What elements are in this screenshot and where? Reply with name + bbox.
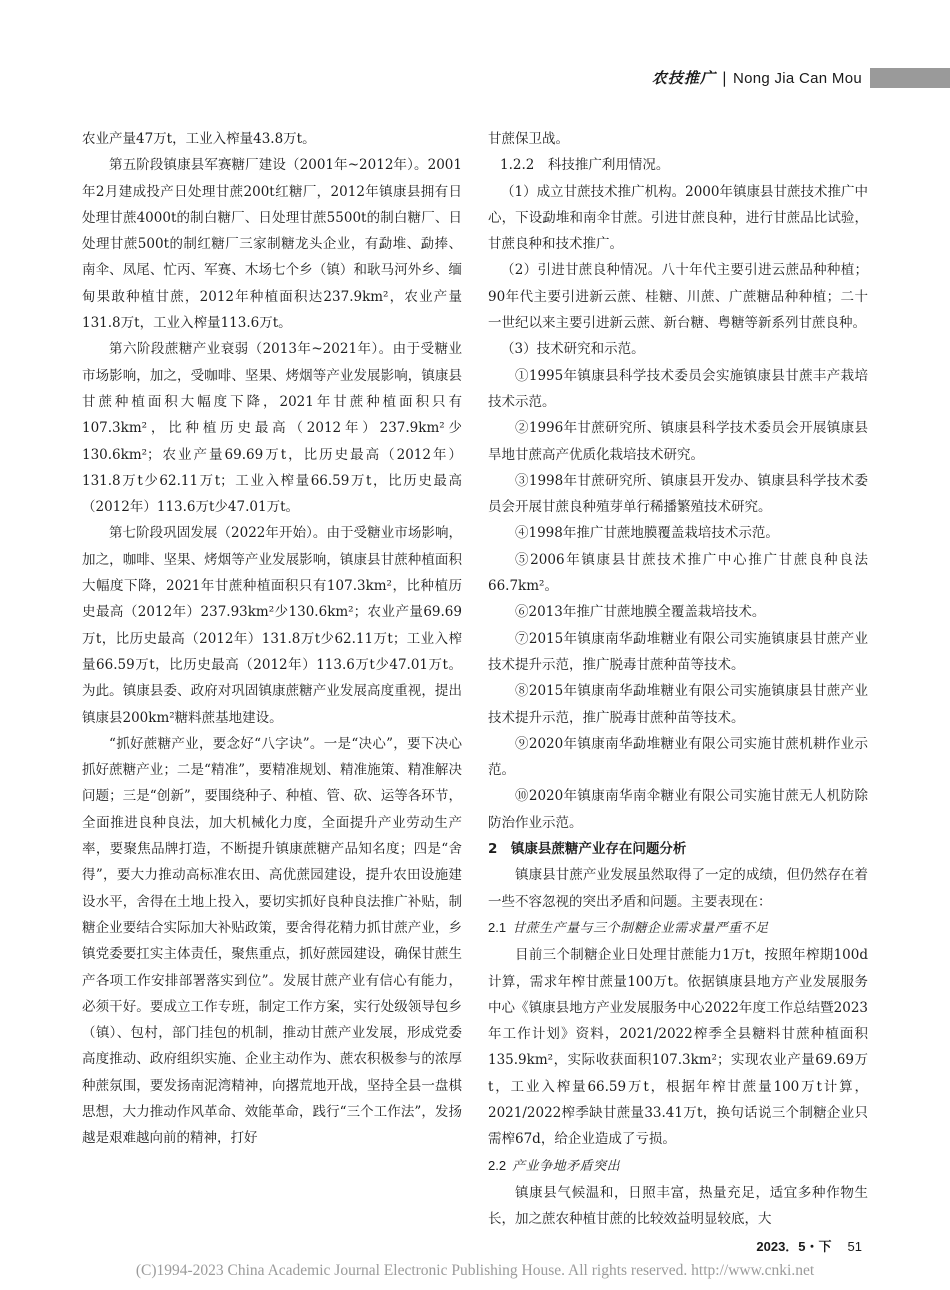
copyright-line: (C)1994-2023 China Academic Journal Electronic Publishing House. All rights reserved. http://www.cnki.net <box>135 1262 815 1279</box>
paragraph: ⑤2006年镇康县甘蔗技术推广中心推广甘蔗良种良法66.7km²。 <box>488 551 868 595</box>
paragraph: （3）技术研究和示范。 <box>501 341 645 358</box>
paragraph: ③1998年甘蔗研究所、镇康县开发办、镇康县科学技术委员会开展甘蔗良种殖芽单行稀播繁殖技术研究。 <box>488 472 868 516</box>
header-title <box>652 68 862 88</box>
column-title: 农技推广 <box>651 69 716 87</box>
paragraph: 1.2.2 科技推广利用情况。 <box>500 157 670 174</box>
subsection-title: 甘蔗生产量与三个制糖企业需求量严重不足 <box>512 920 769 936</box>
subsection-heading <box>488 915 868 942</box>
column-title-english: Nong Jia Can Mou <box>732 70 862 87</box>
paragraph: （2）引进甘蔗良种情况。八十年代主要引进云蔗品种种植；90年代主要引进新云蔗、桂糖、川蔗、广蔗糖品种种植；二十一世纪以来主要引进新云蔗、新台糖、粤糖等新系列甘蔗良种。 <box>488 262 868 332</box>
paragraph: 甘蔗保卫战。 <box>488 131 569 147</box>
subsection-heading <box>488 1153 868 1180</box>
paragraph: ②1996年甘蔗研究所、镇康县科学技术委员会开展镇康县旱地甘蔗高产优质化栽培技术研究。 <box>488 420 868 463</box>
paragraph: 镇康县甘蔗产业发展虽然取得了一定的成绩，但仍然存在着一些不容忽视的突出矛盾和问题。主要表现在： <box>488 867 868 910</box>
paragraph: 农业产量47万t，工业入榨量43.8万t。 <box>82 131 316 147</box>
paragraph: 第五阶段镇康县军赛糖厂建设（2001年~2012年）。2001年2月建成投产日处理甘蔗200t红糖厂，2012年镇康县拥有日处理甘蔗4000t的制白糖厂、日处理甘蔗5500t的制白糖厂、日处理甘蔗500t的制红糖厂三家制糖龙头企业，有勐堆、勐捧、南伞、凤尾、忙丙、军赛、木场七个乡（镇）和耿马河外乡、缅甸果敢种植甘蔗，2012年种植面积达237.9km²，农业产量131.8万t，工业入榨量113.6万t。 <box>82 157 462 332</box>
subsection-title: 产业争地矛盾突出 <box>512 1158 621 1174</box>
paragraph: 第六阶段蔗糖产业衰弱（2013年~2021年）。由于受糖业市场影响，加之，受咖啡、坚果、烤烟等产业发展影响，镇康县甘蔗种植面积大幅度下降，2021年甘蔗种植面积只有107.3km²，比种植历史最高（2012年）237.9km²少130.6km²；农业产量69.69万t，比历史最高（2012年）131.8万t少62.11万t；工业入榨量66.59万t，比历史最高（2012年）113.6万t少47.01万t。 <box>82 341 462 516</box>
paragraph: ⑥2013年推广甘蔗地膜全覆盖栽培技术。 <box>515 604 766 621</box>
header-bar <box>870 68 950 88</box>
paragraph: 第七阶段巩固发展（2022年开始）。由于受糖业市场影响，加之，咖啡、坚果、烤烟等产业发展影响，镇康县甘蔗种植面积大幅度下降，2021年甘蔗种植面积只有107.3km²，比种植历史最高（2012年）237.93km²少130.6km²；农业产量69.69万t，比历史最高（2012年）131.8万t少62.11万t；工业入榨量66.59万t，比历史最高（2012年）113.6万t少47.01万t。为此。镇康县委、政府对巩固镇康蔗糖产业发展高度重视，提出镇康县200km²糖料蔗基地建设。 <box>82 525 462 726</box>
page-number: 51 <box>847 1239 862 1254</box>
issue-label: 2023．5・下 <box>756 1239 832 1254</box>
paragraph: ⑩2020年镇康南华南伞糖业有限公司实施甘蔗无人机防除防治作业示范。 <box>488 788 868 831</box>
section-heading: 2 镇康县蔗糖产业存在问题分析 <box>488 841 687 858</box>
paragraph: ⑨2020年镇康南华勐堆糖业有限公司实施甘蔗机耕作业示范。 <box>488 735 868 779</box>
running-header <box>0 60 950 90</box>
page-footer <box>756 1236 862 1255</box>
paragraph: ①1995年镇康县科学技术委员会实施镇康县甘蔗丰产栽培技术示范。 <box>488 367 868 410</box>
paragraph: 目前三个制糖企业日处理甘蔗能力1万t，按照年榨期100d计算，需求年榨甘蔗量100万t。依据镇康县地方产业发展服务中心《镇康县地方产业发展服务中心2022年度工作总结暨2023年工作计划》资料，2021/2022榨季全县糖料甘蔗种植面积135.9km²，实际收获面积107.3km²；实现农业产量69.69万t，工业入榨量66.59万t，根据年榨甘蔗量100万t计算，2021/2022榨季缺甘蔗量33.41万t，换句话说三个制糖企业只需榨67d，给企业造成了亏损。 <box>488 947 868 1148</box>
paragraph: ④1998年推广甘蔗地膜覆盖栽培技术示范。 <box>515 525 779 542</box>
paragraph: ⑦2015年镇康南华勐堆糖业有限公司实施镇康县甘蔗产业技术提升示范，推广脱毒甘蔗种苗等技术。 <box>488 630 868 673</box>
left-column <box>82 126 462 1152</box>
subsection-number: 2.1 <box>488 919 507 935</box>
paragraph: 镇康县气候温和，日照丰富，热量充足，适宜多种作物生长，加之蔗农种植甘蔗的比较效益明显较底，大 <box>488 1184 868 1228</box>
paragraph: “抓好蔗糖产业，要念好“八字诀”。一是“决心”，要下决心抓好蔗糖产业；二是“精准”，要精准规划、精准施策、精准解决问题；三是“创新”，要围绕种子、种植、管、砍、运等各环节，全面推进良种良法，加大机械化力度，全面提升产业劳动生产率，要聚焦品牌打造，不断提升镇康蔗糖产品知名度；四是“舍得”，要大力推动高标准农田、高优蔗园建设，提升农田设施建设水平，舍得在土地上投入，要切实抓好良种良法推广补贴，制糖企业要结合实际加大补贴政策，要舍得花精力抓甘蔗产业，乡镇党委要扛实主体责任，聚焦重点，抓好蔗园建设，确保甘蔗生产各项工作安排部署落实到位”。发展甘蔗产业有信心有能力，必须干好。要成立工作专班，制定工作方案，实行处级领导包乡（镇）、包村，部门挂包的机制，推动甘蔗产业发展，形成党委高度推动、政府组织实施、企业主动作为、蔗农积极参与的浓厚种蔗氛围，要发扬南泥湾精神，向撂荒地开战，坚持全县一盘棋思想，大力推动作风革命、效能革命，践行“三个工作法”，发扬越是艰难越向前的精神，打好 <box>82 735 462 1147</box>
subsection-number: 2.2 <box>488 1157 507 1173</box>
paragraph: （1）成立甘蔗技术推广机构。2000年镇康县甘蔗技术推广中心，下设勐堆和南伞甘蔗。引进甘蔗良种，进行甘蔗品比试验，甘蔗良种和技术推广。 <box>488 183 868 253</box>
header-separator: | <box>721 69 727 87</box>
right-column <box>488 126 868 1232</box>
paragraph: ⑧2015年镇康南华勐堆糖业有限公司实施镇康县甘蔗产业技术提升示范，推广脱毒甘蔗种苗等技术。 <box>488 683 868 726</box>
